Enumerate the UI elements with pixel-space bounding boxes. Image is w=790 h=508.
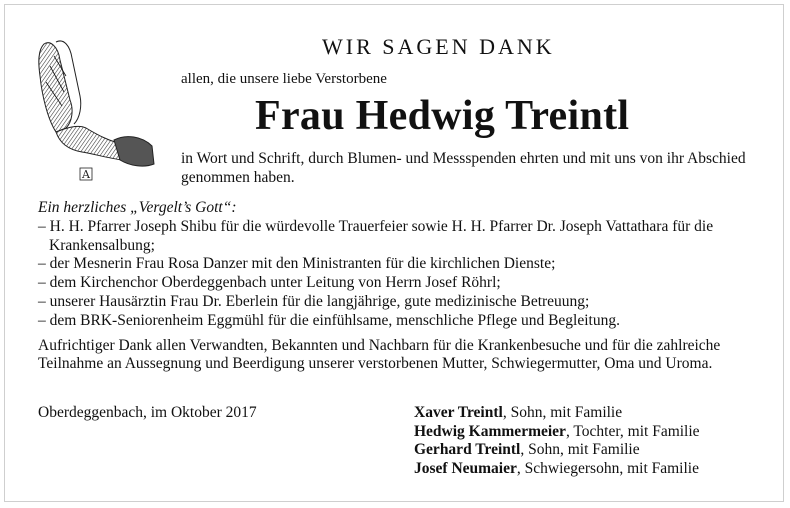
- signer: [414, 460, 700, 479]
- praying-hands-icon: [26, 36, 156, 186]
- list-item: – dem Kirchenchor Oberdeggenbach unter Leitung von Herrn Josef Röhrl;: [38, 274, 501, 292]
- heading-title: WIR SAGEN DANK: [322, 34, 555, 59]
- signer-relation: , Tochter, mit Familie: [565, 422, 700, 440]
- signer: [414, 441, 700, 460]
- gott-line: Ein herzliches „Vergelt’s Gott“:: [38, 199, 237, 216]
- signer-name: Xaver Treintl: [414, 404, 503, 421]
- list-item: – der Mesnerin Frau Rosa Danzer mit den Ministranten für die kirchlichen Dienste;: [38, 255, 556, 273]
- deceased-name: Frau Hedwig Treintl: [255, 93, 630, 139]
- signer-relation: , Schwiegersohn, mit Familie: [516, 459, 699, 477]
- list-item: – dem BRK-Seniorenheim Eggmühl für die einfühlsame, menschliche Pflege und Begleitung.: [38, 311, 620, 329]
- signer-name: Gerhard Treintl: [414, 441, 521, 458]
- closing-paragraph: Aufrichtiger Dank allen Verwandten, Bekannten und Nachbarn für die Krankenbesuche und für die zahlreiche Teilnahme an Aussegnung und Beerdigung unserer verstorbenen Mutter, Schwiegermutter, Oma und Uroma.: [38, 336, 721, 373]
- thanks-text: in Wort und Schrift, durch Blumen- und Messspenden ehrten und mit uns von ihr Abschied genommen haben.: [181, 150, 746, 186]
- subtitle: allen, die unsere liebe Verstorbene: [181, 71, 387, 87]
- svg-text:A: A: [82, 168, 90, 181]
- notice-body: [38, 199, 758, 374]
- list-item: – unserer Hausärztin Frau Dr. Eberlein für die langjährige, gute medizinische Betreuung;: [38, 292, 590, 310]
- signer-name: Hedwig Kammermeier: [414, 422, 566, 440]
- signer: [414, 404, 700, 423]
- place-date: Oberdeggenbach, im Oktober 2017: [38, 404, 257, 421]
- signer-relation: , Sohn, mit Familie: [520, 441, 640, 458]
- signers-list: [414, 404, 700, 478]
- signer-name: Josef Neumaier: [414, 459, 517, 477]
- signer-relation: , Sohn, mit Familie: [502, 404, 623, 421]
- thanks-list: [38, 218, 758, 331]
- list-item: – H. H. Pfarrer Joseph Shibu für die würdevolle Trauerfeier sowie H. H. Pfarrer Dr. Joseph Vattathara für die Krankensalbung;: [38, 217, 714, 254]
- signer: [414, 423, 700, 442]
